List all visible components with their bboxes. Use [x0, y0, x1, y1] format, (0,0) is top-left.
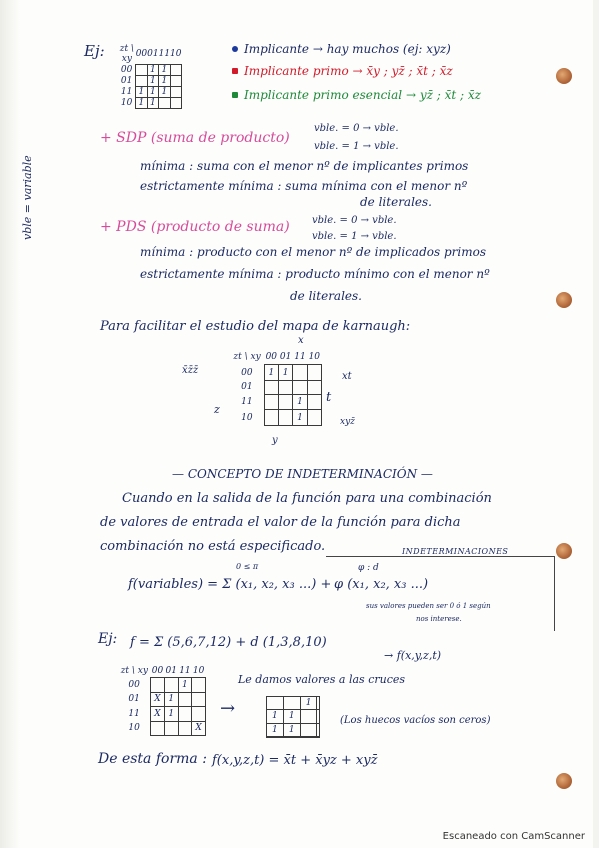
- binder-hole-1: [556, 68, 572, 84]
- example2-kmap-cell: X: [151, 692, 165, 706]
- example2-kmap-cell: [178, 692, 192, 706]
- side-note: vble = variable: [21, 155, 34, 240]
- example2-kmap-resolved-cell: [317, 710, 320, 723]
- pds-branch-0: vble. = 0 → vble.: [312, 215, 397, 226]
- karnaugh-map-cell: [307, 394, 321, 410]
- example1-kmap-cell: [136, 64, 147, 75]
- example1-kmap-cell: 1: [159, 75, 170, 86]
- example1-kmap-cell: [136, 75, 147, 86]
- example1-kmap-cell: [170, 64, 181, 75]
- example2-formula: f = Σ (5,6,7,12) + d (1,3,8,10): [130, 635, 327, 650]
- karnaugh-label-t: t: [326, 390, 332, 405]
- example2-kmap-resolved-cell: 1: [283, 723, 300, 736]
- conclusion-formula: f(x,y,z,t) = x̄t + x̄yz + xyz̄: [212, 753, 378, 768]
- karnaugh-map-row-header: 00: [241, 367, 253, 378]
- sdp-title-text: + SDP (suma de producto): [100, 130, 290, 146]
- example2-kmap-resolved-cell: [283, 697, 300, 710]
- example1-kmap-cell: [170, 97, 181, 108]
- indeterminacion-title: — CONCEPTO DE INDETERMINACIÓN —: [172, 467, 433, 481]
- example2-kmap-cell: [164, 678, 178, 692]
- example1-kmap-cell: 1: [147, 64, 158, 75]
- pds-estricta-1: estrictamente mínima : producto mínimo con el menor nº: [140, 267, 490, 281]
- conclusion-label: De esta forma :: [98, 751, 207, 767]
- example2-f-of: → f(x,y,z,t): [384, 649, 442, 662]
- example2-kmap-col-header: 00: [151, 665, 164, 676]
- sdp-estricta-2: de literales.: [360, 195, 432, 209]
- karnaugh-label-x: x: [298, 335, 304, 346]
- legend-implicante-primo-esencial: Implicante primo esencial → yz̄ ; x̄t ; x̄z: [244, 88, 481, 102]
- example1-kmap-col-header: 10: [170, 48, 182, 59]
- example2-kmap-cell: [192, 678, 206, 692]
- karnaugh-map: [230, 350, 322, 426]
- sdp-branch-0: vble. = 0 → vble.: [314, 123, 399, 134]
- example2-kmap-resolved-cell: 1: [267, 710, 284, 723]
- karnaugh-label-z: z: [214, 403, 220, 416]
- example2-kmap-cell: 1: [164, 707, 178, 721]
- note-crosses: Le damos valores a las cruces: [238, 673, 406, 686]
- box-note-1: sus valores pueden ser 0 ó 1 según: [366, 602, 491, 610]
- example1-kmap-col-header: 11: [158, 48, 171, 59]
- example2-kmap-row-header: 00: [128, 679, 140, 690]
- example2-kmap-corner: zt \ xy: [120, 665, 148, 676]
- phi-upper-label: φ : d: [358, 563, 379, 573]
- pds-title: [100, 220, 290, 234]
- example2-kmap-cell: [178, 721, 192, 735]
- karnaugh-map-cell: [293, 380, 307, 394]
- karnaugh-map-cell: 1: [278, 365, 292, 381]
- pds-title-text: + PDS (producto de suma): [100, 219, 290, 235]
- pds-estricta-2: de literales.: [290, 289, 362, 303]
- formula-left: f(variables) = Σ (x₁, x₂, x₃ ...) +: [128, 577, 332, 592]
- pds-branch-1: vble. = 1 → vble.: [312, 231, 397, 242]
- example2-kmap-resolved-cell: 1: [267, 723, 284, 736]
- karnaugh-map-cell: [293, 365, 307, 381]
- karnaugh-map-cell: [278, 380, 292, 394]
- example1-kmap-row-header: 01: [120, 75, 133, 86]
- example2-kmap-resolved-cell: [267, 697, 284, 710]
- example2-kmap-cell: [192, 707, 206, 721]
- karnaugh-label-y: y: [272, 435, 278, 446]
- karnaugh-map-cell: 1: [264, 365, 278, 381]
- example2-kmap-col-header: 11: [179, 665, 191, 676]
- karnaugh-map-cell: [264, 380, 278, 394]
- legend-implicante-primo: Implicante primo → x̄y ; yz̄ ; x̄t ; x̄z: [244, 64, 453, 78]
- indeterminacion-p3: combinación no está especificado.: [100, 539, 326, 554]
- legend-implicante: Implicante → hay muchos (ej: xyz): [244, 42, 451, 56]
- karnaugh-map-corner: zt \ xy: [233, 352, 261, 363]
- example2-kmap-resolved-cell: [317, 723, 320, 736]
- example1-kmap-row-header: 11: [120, 86, 133, 97]
- sdp-branch-1: vble. = 1 → vble.: [314, 141, 399, 152]
- example2-kmap-row-header: 01: [128, 694, 140, 705]
- legend-dot-red: [232, 68, 238, 74]
- example1-kmap-col-header: 01: [147, 48, 159, 59]
- indeterminacion-p2: de valores de entrada el valor de la función para dicha: [100, 515, 461, 530]
- example2-kmap-row-header: 10: [128, 723, 140, 734]
- example1-kmap: [118, 44, 182, 109]
- page-edge: [593, 0, 599, 848]
- karnaugh-map-cell: 1: [293, 410, 307, 426]
- example1-kmap-cell: 1: [159, 86, 170, 97]
- example2-kmap-resolved-cell: [317, 697, 320, 710]
- sdp-estricta-1: estrictamente mínima : suma mínima con el menor nº: [140, 179, 468, 193]
- indeterminacion-p1: Cuando en la salida de la función para una combinación: [122, 491, 492, 506]
- karnaugh-map-cell: 1: [293, 394, 307, 410]
- example2-kmap-resolved: [266, 696, 320, 738]
- karnaugh-map-row-header: 11: [241, 397, 253, 408]
- example1-kmap-corner: zt \ xy: [119, 44, 134, 64]
- formula-phi: φ (x₁, x₂, x₃ ...): [334, 577, 429, 592]
- example1-kmap-cell: [170, 75, 181, 86]
- example2-kmap-col-header: 01: [165, 665, 177, 676]
- legend-dot-blue: [232, 46, 238, 52]
- example2-kmap-resolved-cell: [317, 736, 320, 737]
- example1-kmap-cell: 1: [136, 97, 147, 108]
- karnaugh-map-col-header: 00: [265, 352, 278, 363]
- scanner-footer: Escaneado con CamScanner: [442, 831, 585, 842]
- example1-kmap-cell: 1: [147, 97, 158, 108]
- example2-kmap-cell: X: [151, 707, 165, 721]
- karnaugh-map-cell: [278, 410, 292, 426]
- example2-kmap-resolved-cell: 1: [283, 710, 300, 723]
- binder-hole-4: [556, 773, 572, 789]
- indeterminaciones-box-title: INDETERMINACIONES: [402, 547, 509, 556]
- karnaugh-map-cell: [307, 410, 321, 426]
- karnaugh-map-row-header: 10: [241, 412, 253, 423]
- karnaugh-map-col-header: 11: [294, 352, 306, 363]
- example1-kmap-row-header: 10: [120, 97, 133, 108]
- karnaugh-label-xyz: xyz̄: [340, 417, 355, 427]
- binder-hole-3: [556, 543, 572, 559]
- karnaugh-map-cell: [307, 365, 321, 381]
- example1-kmap-col-header: 00: [135, 48, 148, 59]
- karnaugh-intro: Para facilitar el estudio del mapa de karnaugh:: [100, 319, 411, 334]
- example2-kmap-col-header: 10: [192, 665, 205, 676]
- example2-kmap: [118, 664, 206, 736]
- pds-minima: mínima : producto con el menor nº de implicados primos: [140, 245, 486, 259]
- example2-kmap-resolved-cell: [300, 723, 317, 736]
- karnaugh-map-cell: [278, 394, 292, 410]
- page-fold-shadow: [0, 0, 20, 848]
- box-note-2: nos interese.: [416, 615, 462, 623]
- karnaugh-map-cell: [264, 410, 278, 426]
- example1-kmap-cell: 1: [136, 86, 147, 97]
- karnaugh-map-col-header: 01: [279, 352, 292, 363]
- example1-kmap-row-header: 00: [120, 64, 133, 75]
- example1-kmap-cell: 1: [159, 64, 170, 75]
- example2-kmap-resolved-cell: [300, 736, 317, 737]
- binder-hole-2: [556, 292, 572, 308]
- example2-kmap-cell: [164, 721, 178, 735]
- karnaugh-label-left: x̄z̄z̄: [182, 365, 199, 376]
- example2-kmap-cell: [151, 721, 165, 735]
- example2-kmap-resolved-cell: [300, 710, 317, 723]
- example2-kmap-cell: [178, 707, 192, 721]
- example2-kmap-cell: [192, 692, 206, 706]
- example1-kmap-cell: 1: [147, 86, 158, 97]
- karnaugh-map-col-header: 10: [308, 352, 321, 363]
- karnaugh-map-row-header: 01: [241, 382, 253, 393]
- example1-kmap-cell: 1: [147, 75, 158, 86]
- example1-kmap-cell: [170, 86, 181, 97]
- karnaugh-label-xt: xt: [342, 371, 352, 382]
- example1-kmap-cell: [159, 97, 170, 108]
- example1-label: Ej:: [84, 42, 105, 60]
- example2-kmap-resolved-cell: 1: [300, 697, 317, 710]
- karnaugh-map-cell: [264, 394, 278, 410]
- note-zeros: (Los huecos vacíos son ceros): [340, 715, 491, 726]
- example2-kmap-resolved-cell: [283, 736, 300, 737]
- example2-kmap-row-header: 11: [128, 708, 140, 719]
- example2-label: Ej:: [98, 631, 118, 647]
- sdp-minima: mínima : suma con el menor nº de implicantes primos: [140, 159, 469, 173]
- sum-upper-limit: 0 ≤ π: [236, 562, 259, 571]
- example2-kmap-cell: 1: [164, 692, 178, 706]
- example2-kmap-cell: [151, 678, 165, 692]
- example2-kmap-cell: X: [192, 721, 206, 735]
- legend-dot-green: [232, 92, 238, 98]
- karnaugh-map-cell: [307, 380, 321, 394]
- sdp-title: [100, 131, 290, 145]
- example2-kmap-resolved-cell: [267, 736, 284, 737]
- arrow-to-kmap2: →: [220, 698, 236, 719]
- example2-kmap-cell: 1: [178, 678, 192, 692]
